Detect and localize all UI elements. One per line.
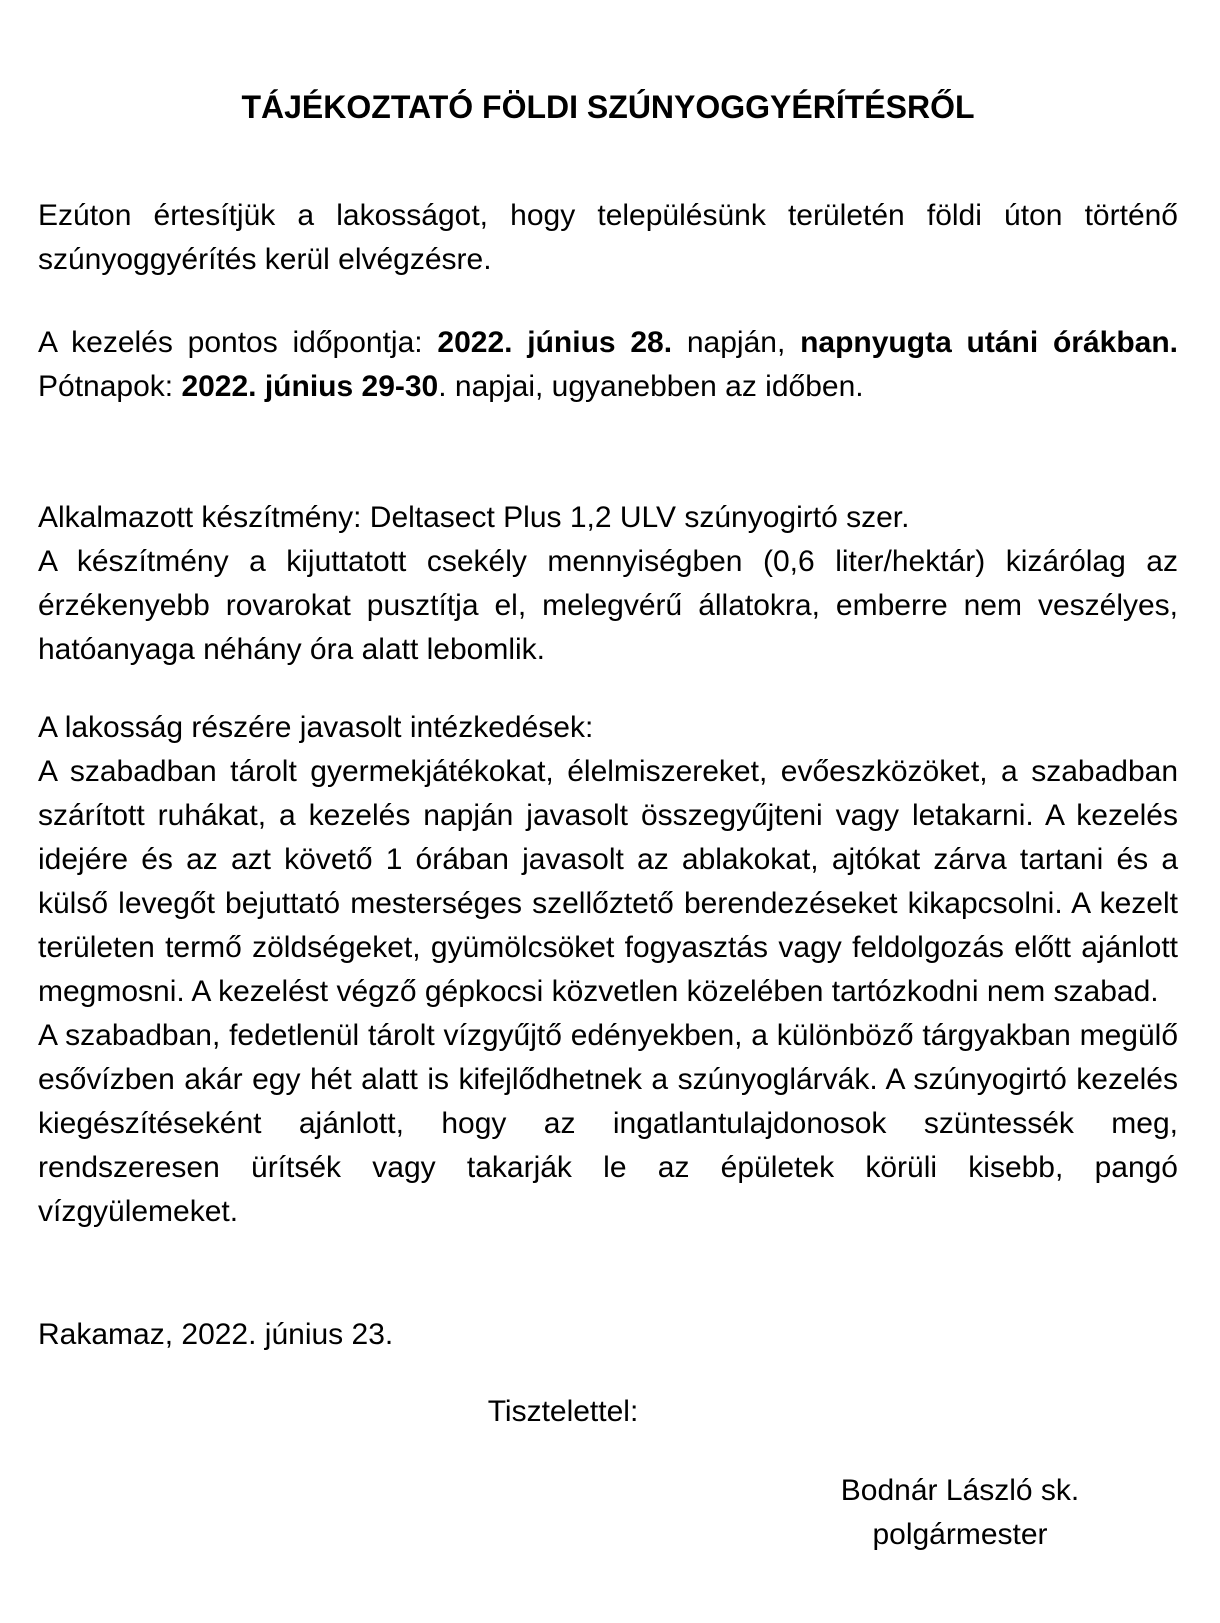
schedule-paragraph: [38, 321, 1178, 409]
treatment-time: napnyugta utáni órákban.: [800, 326, 1179, 359]
measures-body-2: A szabadban, fedetlenül tárolt vízgyűjtő edényekben, a különböző tárgyakban megülő esővízben akár egy hét alatt is kifejlődhetnek a szúnyoglárvák. A szúnyogirtó kezelés kiegészítéseként ajánlott, hogy az ingatlantulajdonosok szüntessék meg, rendszeresen ürítsék vagy takarják le az épületek körüli kisebb, pangó vízgyülemeket.: [38, 1019, 1178, 1228]
signatory-name: Bodnár László sk.: [840, 1474, 1080, 1507]
measures-heading: A lakosság részére javasolt intézkedések:: [38, 711, 594, 744]
product-name-line: Alkalmazott készítmény: Deltasect Plus 1,2 ULV szúnyogirtó szer.: [38, 501, 910, 534]
backup-dates: 2022. június 29-30: [181, 370, 439, 403]
measures-section: [38, 706, 1178, 1234]
product-safety-line: A készítmény a kijuttatott csekély mennyiségben (0,6 liter/hektár) kizárólag az érzékenyebb rovarokat pusztítja el, melegvérű állatokra, emberre nem veszélyes, hatóanyaga néhány óra alatt lebomlik.: [38, 545, 1178, 666]
document-title: TÁJÉKOZTATÓ FÖLDI SZÚNYOGGYÉRÍTÉSRŐL: [241, 89, 975, 125]
signatory-role: polgármester: [872, 1518, 1048, 1551]
measures-body-1: A szabadban tárolt gyermekjátékokat, élelmiszereket, evőeszközöket, a szabadban szárított ruhákat, a kezelés napján javasolt összegyűjteni vagy letakarni. A kezelés idejére és az azt követő 1 órában javasolt az ablakokat, ajtókat zárva tartani és a külső levegőt bejuttató mesterséges szellőztető berendezéseket kikapcsolni. A kezelt területen termő zöldségeket, gyümölcsöket fogyasztás vagy feldolgozás előtt ajánlott megmosni. A kezelést végző gépkocsi közvetlen közelében tartózkodni nem szabad.: [38, 755, 1178, 1008]
product-section: [38, 496, 1178, 672]
place-and-date: Rakamaz, 2022. június 23.: [38, 1318, 394, 1351]
schedule-tail: . napjai, ugyanebben az időben.: [438, 370, 864, 403]
treatment-date: 2022. június 28.: [437, 326, 673, 359]
schedule-mid1: napján,: [672, 326, 801, 359]
intro-paragraph: Ezúton értesítjük a lakosságot, hogy településünk területén földi úton történő szúnyoggyérítés kerül elvégzésre.: [38, 199, 1178, 276]
schedule-lead: A kezelés pontos időpontja:: [38, 326, 438, 359]
closing-salutation: Tisztelettel:: [487, 1395, 639, 1428]
signature-block: [800, 1469, 1120, 1557]
schedule-mid2: Pótnapok:: [38, 370, 182, 403]
